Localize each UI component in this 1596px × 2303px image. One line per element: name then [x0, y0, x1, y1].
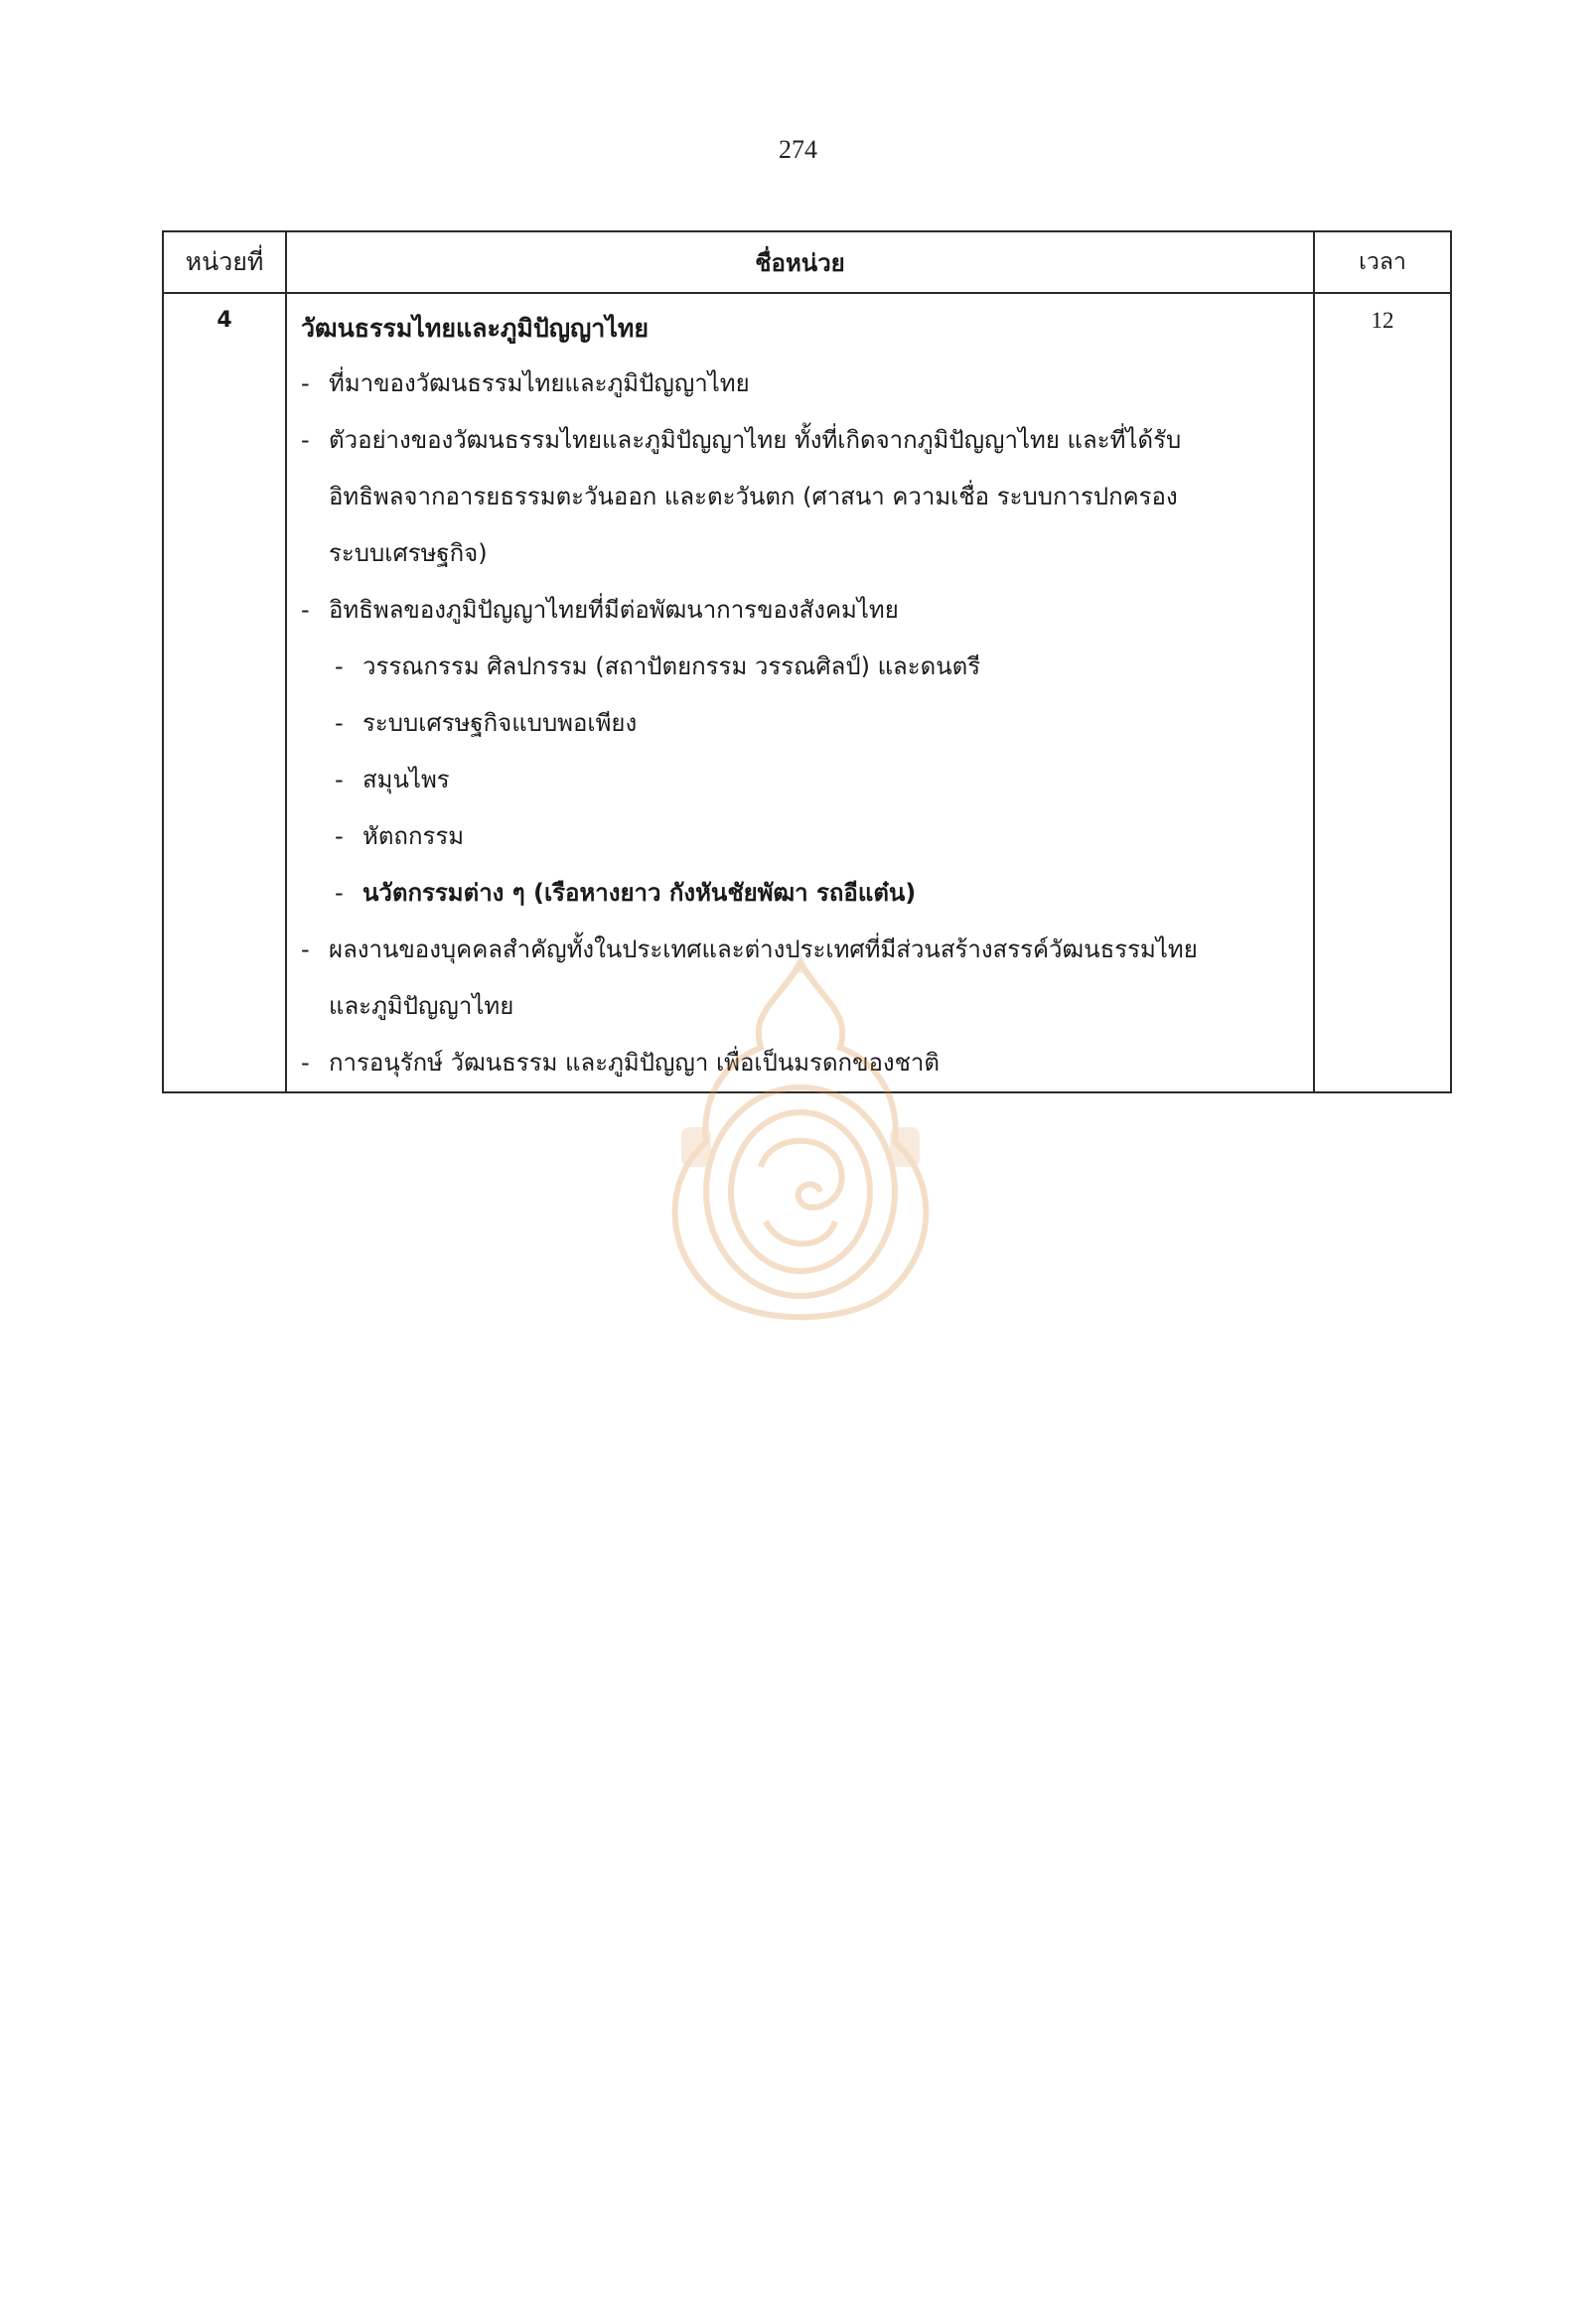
list-item [301, 1035, 1313, 1091]
sub-list-item [301, 639, 1313, 695]
list-item-text: การอนุรักษ์ วัฒนธรรม และภูมิปัญญา เพื่อเป็นมรดกของชาติ [329, 1049, 940, 1077]
bullet-dash: - [335, 652, 344, 680]
bullet-dash: - [335, 766, 344, 793]
list-item-text [329, 412, 1313, 582]
list-item-text: ที่มาของวัฒนธรรมไทยและภูมิปัญญาไทย [329, 369, 750, 397]
list-item-line: อิทธิพลจากอารยธรรมตะวันออก และตะวันตก (ศาสนา ความเชื่อ ระบบการปกครอง [329, 483, 1178, 510]
sub-list-item-text: ระบบเศรษฐกิจแบบพอเพียง [363, 709, 638, 737]
bullet-dash: - [301, 369, 310, 397]
header-unit-number: หน่วยที่ [163, 231, 286, 293]
bullet-dash: - [301, 426, 310, 454]
list-item-line: ตัวอย่างของวัฒนธรรมไทยและภูมิปัญญาไทย ทั้งที่เกิดจากภูมิปัญญาไทย และที่ได้รับ [329, 426, 1182, 454]
list-item [301, 582, 1313, 639]
list-item-line: ผลงานของบุคคลสำคัญทั้งในประเทศและต่างประเทศที่มีส่วนสร้างสรรค์วัฒนธรรมไทย [329, 936, 1198, 963]
time-cell: 12 [1314, 293, 1451, 1092]
page-number: 274 [779, 135, 817, 164]
unit-table [162, 230, 1452, 1093]
bullet-dash: - [301, 1049, 310, 1077]
list-item-line: และภูมิปัญญาไทย [329, 992, 514, 1020]
sub-list-item-text: หัตถกรรม [363, 822, 465, 850]
list-item-text [329, 922, 1313, 1035]
bullet-dash: - [335, 709, 344, 737]
list-item [301, 922, 1313, 1035]
list-item [301, 412, 1313, 582]
bullet-dash: - [335, 879, 344, 907]
bullet-dash: - [301, 596, 310, 624]
sub-list-item [301, 695, 1313, 752]
header-unit-name: ชื่อหน่วย [286, 231, 1314, 293]
sub-list-item-text: สมุนไพร [363, 766, 450, 793]
list-item [301, 356, 1313, 412]
bullet-dash: - [335, 822, 344, 850]
table-row [163, 293, 1451, 1092]
list-item-line: ระบบเศรษฐกิจ) [329, 539, 488, 567]
bullet-dash: - [301, 936, 310, 963]
unit-number-cell: 4 [163, 293, 286, 1092]
sub-list-item [301, 808, 1313, 865]
sub-list-item-text: วรรณกรรม ศิลปกรรม (สถาปัตยกรรม วรรณศิลป์) และดนตรี [363, 652, 981, 680]
unit-title: วัฒนธรรมไทยและภูมิปัญญาไทย [301, 314, 650, 343]
sub-list-item-text: นวัตกรรมต่าง ๆ (เรือหางยาว กังหันชัยพัฒา รถอีแต๋น) [363, 879, 917, 907]
table-header-row [163, 231, 1451, 293]
sub-list-item [301, 752, 1313, 808]
unit-content-cell [286, 293, 1314, 1092]
sub-list-item [301, 865, 1313, 922]
list-item-text: อิทธิพลของภูมิปัญญาไทยที่มีต่อพัฒนาการของสังคมไทย [329, 596, 899, 624]
header-time: เวลา [1314, 231, 1451, 293]
